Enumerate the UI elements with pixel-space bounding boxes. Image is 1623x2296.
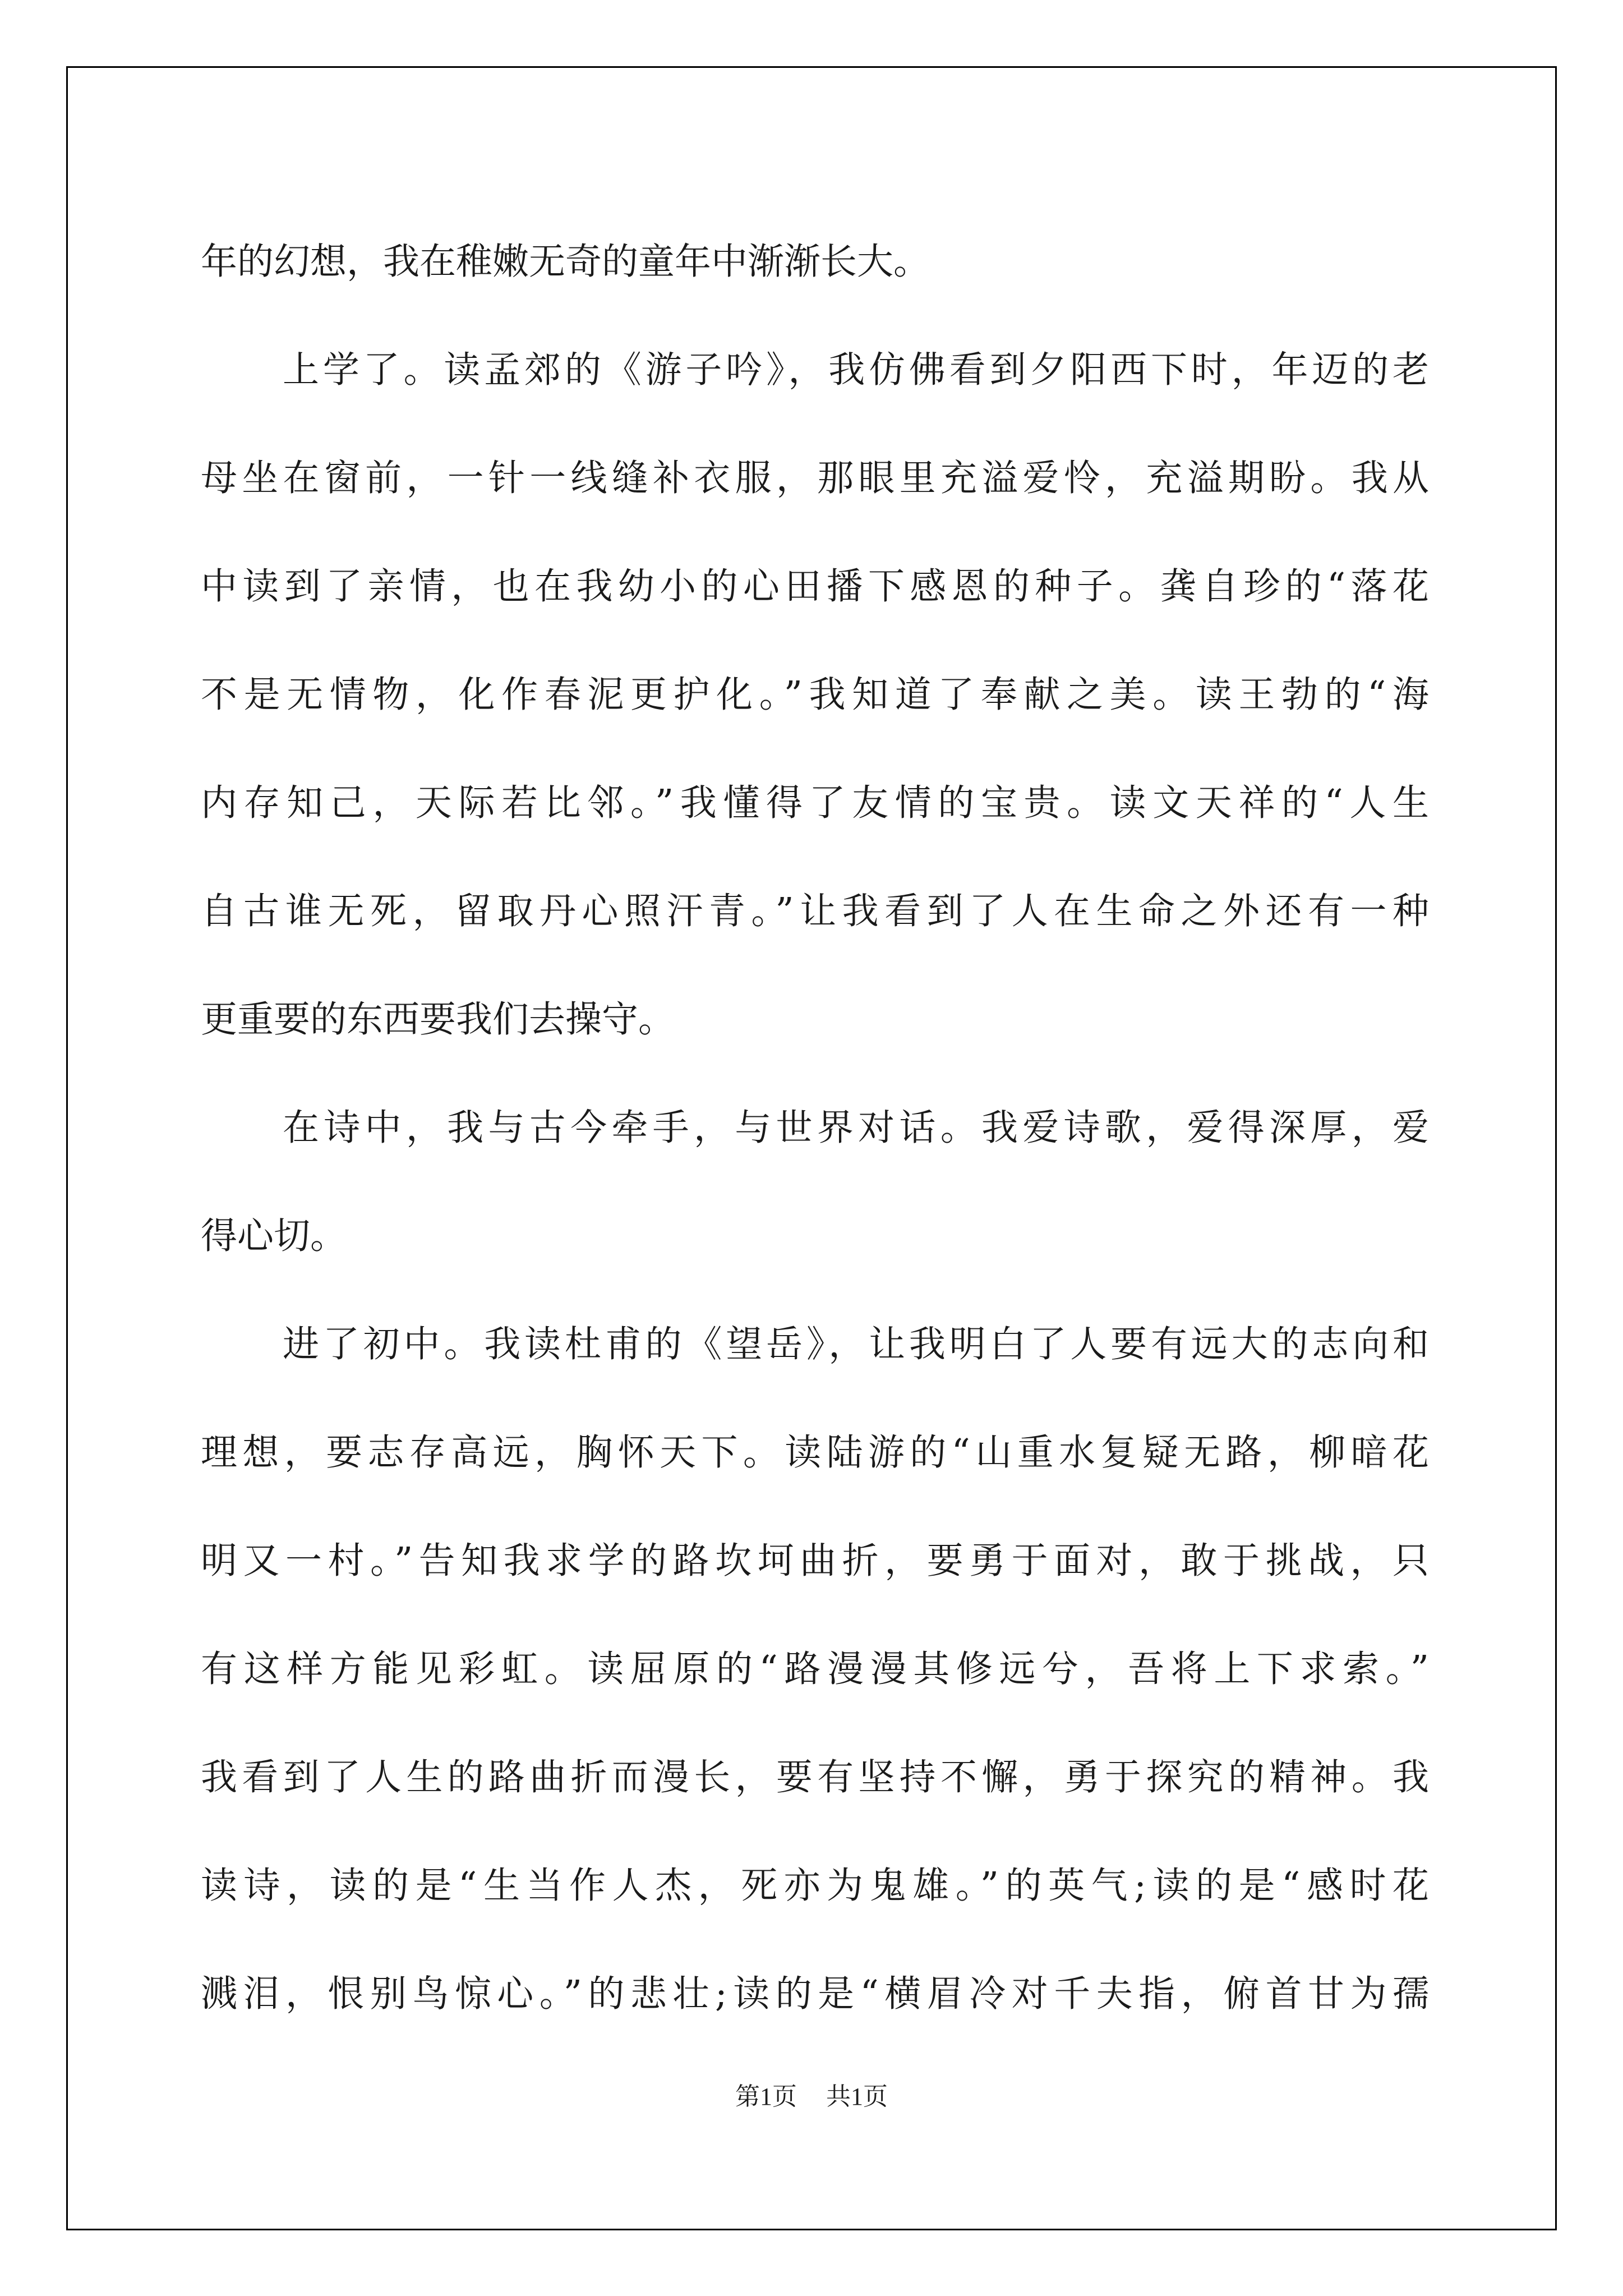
text-line: 理想，要志存高远，胸怀天下。读陆游的“山重水复疑无路，柳暗花: [201, 1432, 1429, 1474]
document-body: [201, 208, 1429, 2048]
text-line: 在诗中，我与古今牵手，与世界对话。我爱诗歌，爱得深厚，爱: [283, 1107, 1429, 1149]
text-line: 自古谁无死，留取丹心照汗青。”让我看到了人在生命之外还有一种: [201, 890, 1429, 932]
text-line: 明又一村。”告知我求学的路坎坷曲折，要勇于面对，敢于挑战，只: [201, 1540, 1429, 1582]
text-line: 溅泪，恨别鸟惊心。”的悲壮;读的是“横眉冷对千夫指，俯首甘为孺: [201, 1973, 1429, 2015]
text-line: 中读到了亲情，也在我幼小的心田播下感恩的种子。龚自珍的“落花: [201, 565, 1429, 608]
text-line: 母坐在窗前，一针一线缝补衣服，那眼里充溢爱怜，充溢期盼。我从: [201, 457, 1429, 499]
text-line: 更重要的东西要我们去操守。: [201, 999, 675, 1041]
text-line: 不是无情物，化作春泥更护化。”我知道了奉献之美。读王勃的“海: [201, 674, 1429, 716]
text-line: 上学了。读孟郊的《游子吟》，我仿佛看到夕阳西下时，年迈的老: [283, 349, 1429, 391]
text-line: 得心切。: [201, 1215, 347, 1257]
text-line: 我看到了人生的路曲折而漫长，要有坚持不懈，勇于探究的精神。我: [201, 1756, 1429, 1798]
text-line: 年的幻想，我在稚嫩无奇的童年中渐渐长大。: [201, 241, 930, 283]
text-line: 内存知己，天际若比邻。”我懂得了友情的宝贵。读文天祥的“人生: [201, 782, 1429, 824]
page-total: 共1页: [826, 2083, 888, 2110]
text-line: 读诗，读的是“生当作人杰，死亦为鬼雄。”的英气;读的是“感时花: [201, 1865, 1429, 1907]
text-line: 进了初中。我读杜甫的《望岳》，让我明白了人要有远大的志向和: [283, 1323, 1429, 1365]
page-footer: [0, 2080, 1623, 2114]
text-line: 有这样方能见彩虹。读屈原的“路漫漫其修远兮，吾将上下求索。”: [201, 1648, 1429, 1690]
page-number: 第1页: [735, 2083, 797, 2110]
